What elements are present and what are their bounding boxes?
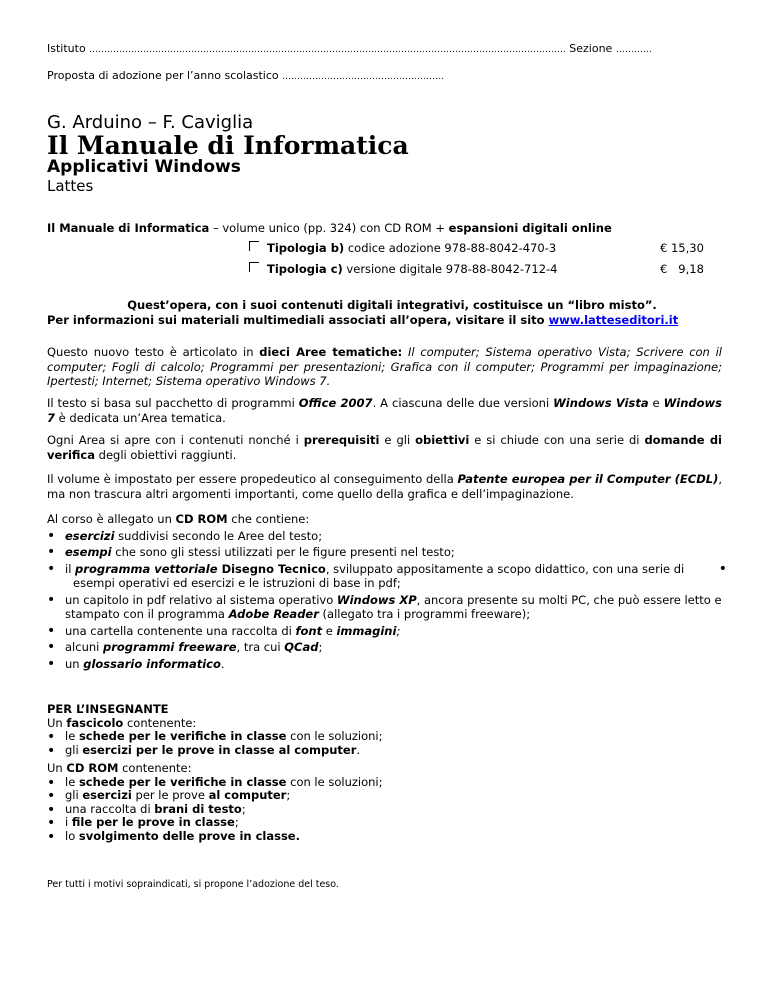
proposta-dots: ……………………………………………… xyxy=(282,72,445,82)
t-text: gli xyxy=(65,788,83,802)
cd-rom-bold: CD ROM xyxy=(175,512,228,526)
li-bold: QCad xyxy=(284,640,319,654)
cd-section xyxy=(47,512,727,673)
paragraph-structure xyxy=(47,433,722,462)
li-bold: font xyxy=(295,623,323,638)
option-b-row xyxy=(249,241,556,256)
book-subtitle: Applicativi Windows xyxy=(47,157,241,177)
cd-contents-list xyxy=(47,529,727,672)
cd-intro-a: Al corso è allegato un xyxy=(47,512,176,526)
edition-desc: – volume unico (pp. 324) con CD ROM + xyxy=(209,221,449,235)
list-item xyxy=(47,803,727,817)
t-bold: CD ROM xyxy=(66,761,119,775)
li-bold: Adobe Reader xyxy=(228,607,319,621)
li-bold: esercizi xyxy=(65,528,115,543)
notice-text: Per informazioni sui materiali multimediali associati all’opera, visitare il sito xyxy=(47,313,549,327)
p2-office: Office 2007 xyxy=(298,396,373,410)
p2-e: e xyxy=(648,396,664,410)
p2-g: è dedicata un’Area tematica. xyxy=(55,410,226,425)
t-text: con le soluzioni; xyxy=(286,774,383,789)
option-b-text: codice adozione 978-88-8042-470-3 xyxy=(344,241,557,255)
t-bold: schede per le verifiche in classe xyxy=(78,729,287,743)
list-item xyxy=(47,562,727,591)
t-text: ; xyxy=(286,788,291,802)
t-text: Un xyxy=(47,761,67,775)
option-b-price: € 15,30 xyxy=(660,241,704,255)
istituto-line xyxy=(47,42,727,55)
li-bold: Windows XP xyxy=(336,592,417,607)
checkbox-option-c[interactable] xyxy=(249,262,259,272)
p4-a: Il volume è impostato per essere propedeutico al conseguimento della xyxy=(47,472,458,486)
list-item xyxy=(47,789,727,803)
t-bold: al computer xyxy=(208,788,287,802)
t-text: lo xyxy=(65,828,79,843)
p2-vista: Windows Vista xyxy=(553,396,649,410)
p2-c: . A ciascuna delle due versioni xyxy=(372,396,554,410)
p1-italic: Il computer; Sistema operativo Vista; Scrivere con il computer; Fogli di calcolo; Programmi per presentazioni; Grafica con il computer; Programmi per impaginazione; Ipertesti; Internet; Sistema operativo Windows 7. xyxy=(47,345,722,388)
li-text: alcuni xyxy=(65,640,103,654)
t-text: ; xyxy=(241,801,246,816)
teacher-heading: PER L’INSEGNANTE xyxy=(47,702,169,716)
t-bold: fascicolo xyxy=(66,715,124,730)
p4-ecdl: Patente europea per il Computer (ECDL) xyxy=(457,472,719,486)
t-text: . xyxy=(356,742,361,757)
li-text: che sono gli stessi utilizzati per le figure presenti nel testo; xyxy=(111,545,455,559)
p3-c: e gli xyxy=(379,433,416,447)
option-c-label: Tipologia c) xyxy=(267,262,343,276)
li-bold: programma vettoriale xyxy=(75,561,218,576)
p3-g: degli obiettivi raggiunti. xyxy=(95,447,237,462)
publisher-site-link[interactable]: www.latteseditori.it xyxy=(548,313,679,327)
li-text: esempi operativi ed esercizi e le istruzioni di base in pdf; xyxy=(73,576,401,590)
t-text: una raccolta di xyxy=(65,801,155,816)
li-bold: immagini xyxy=(336,623,397,638)
t-text: per le prove xyxy=(131,788,209,802)
li-text: , sviluppato appositamente a scopo didattico, con una serie di xyxy=(325,561,685,576)
t-text: Un xyxy=(47,715,67,730)
li-bold: esempi xyxy=(65,545,112,559)
li-text: suddivisi secondo le Aree del testo; xyxy=(114,528,323,543)
p3-obiettivi: obiettivi xyxy=(415,433,470,447)
p2-win7: Windows 7 xyxy=(47,396,722,425)
p3-a: Ogni Area si apre con i contenuti nonché i xyxy=(47,433,304,447)
li-text: (allegato tra i programmi freeware); xyxy=(318,607,531,621)
p1-text: Questo nuovo testo è articolato in xyxy=(47,345,260,359)
paragraph-ecdl xyxy=(47,472,722,501)
list-item xyxy=(47,624,727,639)
option-c-text: versione digitale 978-88-8042-712-4 xyxy=(342,262,558,276)
list-item xyxy=(47,730,727,744)
li-bold: programmi freeware xyxy=(103,640,237,654)
list-item xyxy=(47,830,727,844)
edition-line xyxy=(47,221,612,236)
t-text: le xyxy=(65,774,79,789)
t-text: i xyxy=(65,815,72,829)
t-text: con le soluzioni; xyxy=(286,729,383,743)
t-text: ; xyxy=(234,815,239,829)
t-text: le xyxy=(65,729,79,743)
sezione-label: Sezione xyxy=(569,42,613,55)
li-text: una cartella contenente una raccolta di xyxy=(65,623,296,638)
t-bold: svolgimento delle prove in classe. xyxy=(78,828,300,843)
teacher-section xyxy=(47,703,727,843)
p4-c: , ma non trascura altri argomenti importanti, come quello della grafica e dell’impaginazione. xyxy=(47,472,722,501)
book-title: Il Manuale di Informatica xyxy=(47,131,409,160)
notice-line1: Quest’opera, con i suoi contenuti digitali integrativi, costituisce un “libro misto”. xyxy=(127,298,657,312)
list-item xyxy=(47,545,727,560)
li-text: , tra cui xyxy=(236,640,285,654)
li-text: un capitolo in pdf relativo al sistema operativo xyxy=(65,592,337,607)
list-item xyxy=(47,640,727,655)
li-text: ; xyxy=(318,640,323,654)
t-bold: file per le prove in classe xyxy=(71,815,235,829)
cd-intro xyxy=(47,512,727,527)
li-text: , ancora presente su molti PC, che può essere letto e stampato con il programma xyxy=(65,592,722,621)
li-text: un xyxy=(65,656,84,671)
teacher-cd-intro xyxy=(47,762,727,776)
li-text: il xyxy=(65,561,76,576)
list-item xyxy=(47,593,727,622)
t-text: contenente: xyxy=(118,761,192,775)
footer-note: Per tutti i motivi sopraindicati, si propone l’adozione del teso. xyxy=(47,879,339,890)
li-text: ; xyxy=(396,623,401,638)
list-item xyxy=(47,816,727,830)
p3-domande: domande di verifica xyxy=(47,433,722,462)
proposta-line xyxy=(47,69,444,82)
paragraph-office xyxy=(47,396,722,425)
fascicolo-list xyxy=(47,730,727,757)
sezione-dots: ………… xyxy=(615,45,652,55)
proposta-label: Proposta di adozione per l’anno scolastico xyxy=(47,69,279,82)
option-b-label: Tipologia b) xyxy=(267,241,345,255)
cd-intro-c: che contiene: xyxy=(227,512,310,526)
li-bold: Disegno Tecnico xyxy=(217,561,326,576)
list-item xyxy=(47,657,727,672)
t-text: contenente: xyxy=(123,715,197,730)
p3-e: e si chiude con una serie di xyxy=(469,433,645,447)
teacher-cd-list xyxy=(47,776,727,844)
t-bold: esercizi xyxy=(82,788,132,802)
notice-line2 xyxy=(47,313,737,328)
stray-bullet: • xyxy=(718,560,727,577)
book-authors: G. Arduino – F. Caviglia xyxy=(47,112,254,133)
edition-name: Il Manuale di Informatica xyxy=(47,221,210,235)
istituto-dots: ……………………………………………………………………………………………………………………………………..……. xyxy=(89,45,566,55)
option-c-price: € 9,18 xyxy=(660,262,704,276)
option-c-row xyxy=(249,262,557,277)
t-bold: brani di testo xyxy=(154,801,242,816)
list-item xyxy=(47,776,727,790)
list-item xyxy=(47,744,727,758)
t-bold: schede per le verifiche in classe xyxy=(78,774,287,789)
t-text: gli xyxy=(65,742,83,757)
li-text: e xyxy=(322,623,337,638)
checkbox-option-b[interactable] xyxy=(249,241,259,251)
li-bold: glossario informatico xyxy=(83,656,221,671)
book-publisher: Lattes xyxy=(47,177,94,195)
t-bold: esercizi per le prove in classe al computer xyxy=(82,742,357,757)
edition-extra: espansioni digitali online xyxy=(448,221,612,235)
p3-prereq: prerequisiti xyxy=(303,433,380,447)
p2-a: Il testo si basa sul pacchetto di programmi xyxy=(47,396,299,410)
paragraph-areas xyxy=(47,345,722,389)
istituto-label: Istituto xyxy=(47,42,86,55)
p1-bold: dieci Aree tematiche: xyxy=(259,345,403,359)
list-item xyxy=(47,529,727,544)
fascicolo-intro xyxy=(47,717,727,731)
li-text: . xyxy=(220,656,225,671)
